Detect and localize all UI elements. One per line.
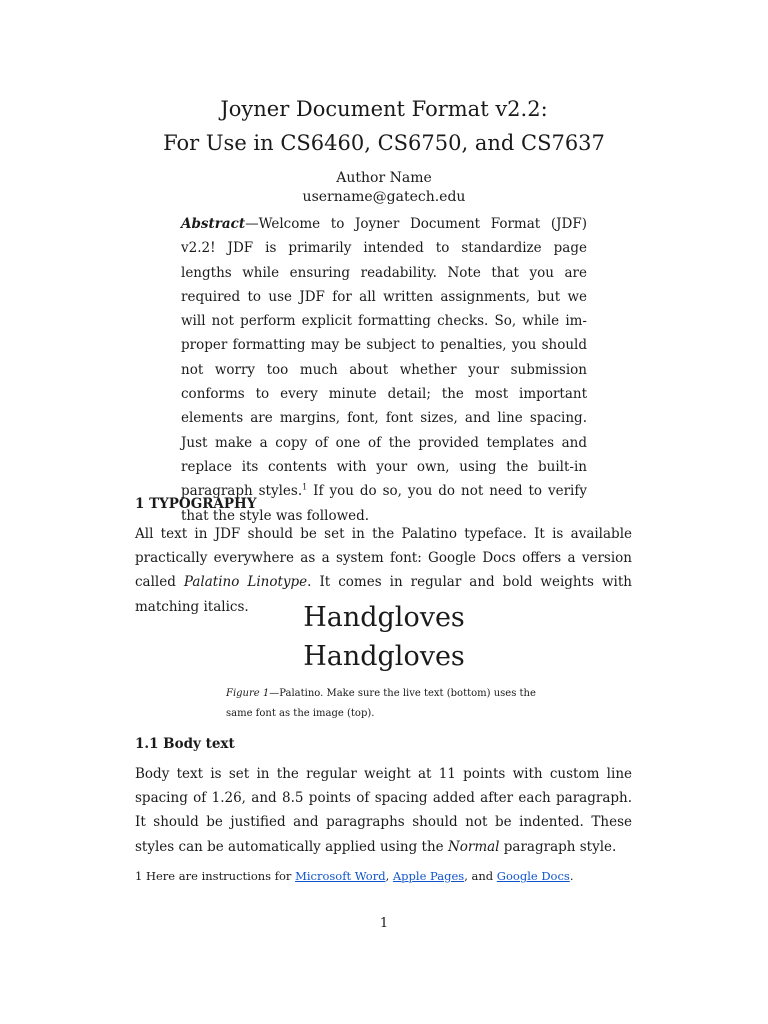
abstract-label: Abstract <box>181 216 246 232</box>
figure-sample-live-text: Handgloves <box>303 641 465 672</box>
link-google-docs[interactable]: Google Docs <box>496 869 570 883</box>
body-text: Body text is set in the regular weight at 11 points with custom line spacing of 1.26, and 8.5 points of spacing added after each paragraph. It should be justified and paragraphs should not be indented. These styles can be automatically applied using the <box>135 766 632 855</box>
document-title-line-1: Joyner Document Format v2.2: <box>220 97 548 121</box>
abstract-text: —Welcome to Joyner Document Format (JDF) v2.2! JDF is primarily intended to standardize page lengths while ensuring readability. Note that you are required to use JDF for all written assignments, but we will not perform explicit formatting checks. So, while im-proper formatting may be subject to penalties, you should not worry too much about whether your submission conforms to every minute detail; the most important elements are margins, font, font sizes, and line spacing. Just make a copy of one of the provided templates and replace its contents with your own, using the built-in paragraph styles. <box>181 216 587 500</box>
typography-text: All text in JDF should be set in the Palatino typeface. It is available practically everywhere as a system font: Google Docs offers a version called <box>135 526 632 591</box>
body-text-end: paragraph style. <box>499 838 617 855</box>
abstract-text-end: If you do so, you do not need to verify that the style was followed. <box>181 483 587 524</box>
footnote-separator: , and <box>464 869 497 883</box>
link-apple-pages[interactable]: Apple Pages <box>392 869 465 883</box>
footnote-mark: 1 <box>302 482 308 492</box>
figure-caption-label: Figure 1 <box>226 688 270 699</box>
document-title-line-2: For Use in CS6460, CS6750, and CS7637 <box>163 131 605 155</box>
footnote-prefix: 1 Here are instructions for <box>135 869 296 883</box>
author-email: username@gatech.edu <box>302 189 466 205</box>
footnote-suffix: . <box>569 869 574 883</box>
footnote <box>135 866 573 886</box>
section-heading-body-text: 1.1 Body text <box>135 736 235 752</box>
author-name: Author Name <box>336 170 432 186</box>
figure-caption <box>226 684 556 724</box>
section-heading-typography: 1 TYPOGRAPHY <box>135 496 257 512</box>
figure-caption-text: —Palatino. Make sure the live text (bottom) uses the same font as the image (top). <box>226 688 536 719</box>
typography-font-name: Palatino Linotype <box>183 574 308 591</box>
typography-text-end: . It comes in regular and bold weights with matching italics. <box>135 574 632 615</box>
page-number: 1 <box>379 916 389 931</box>
abstract <box>181 212 587 528</box>
link-microsoft-word[interactable]: Microsoft Word <box>295 869 386 883</box>
body-text-paragraph <box>135 762 632 859</box>
body-style-name: Normal <box>447 838 500 855</box>
figure-sample-image: Handgloves <box>303 602 465 633</box>
footnote-separator: , <box>385 869 393 883</box>
